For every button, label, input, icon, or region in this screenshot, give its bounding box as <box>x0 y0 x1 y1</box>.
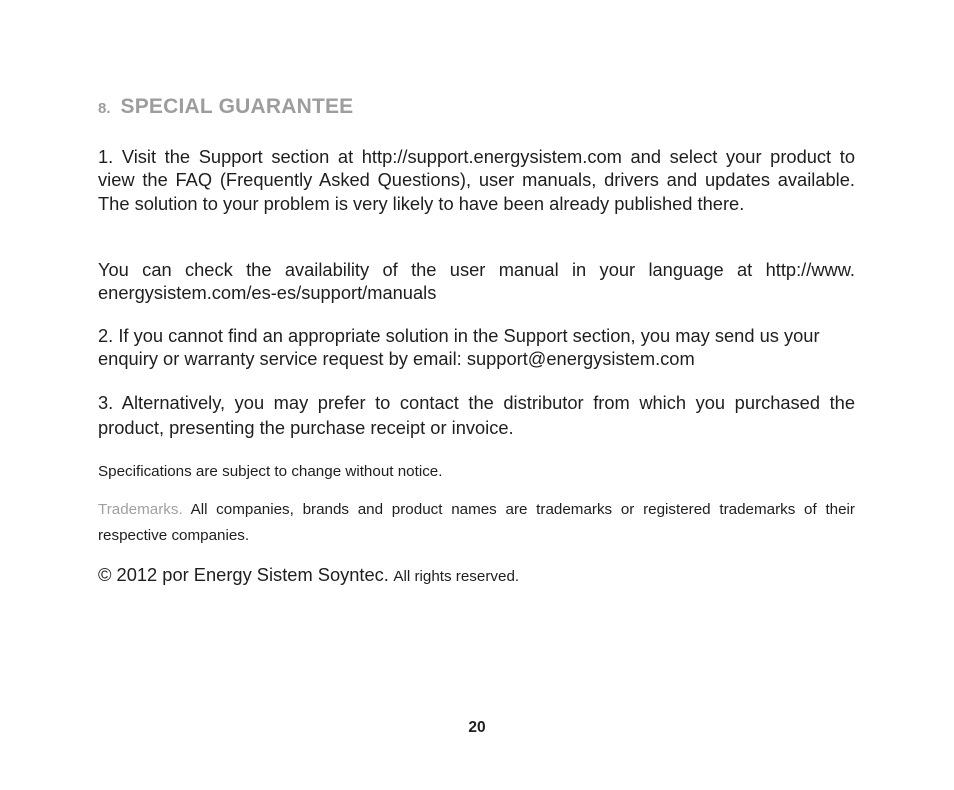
section-number: 8. <box>98 100 111 117</box>
copyright-rest: All rights reserved. <box>393 568 520 585</box>
trademarks-text: All companies, brands and product names are trademarks or registered trademarks of their respective companies. <box>98 501 855 544</box>
paragraph-support-visit: 1. Visit the Support section at http://support.energysistem.com and select your product to view the FAQ (Frequently Asked Questions), user manuals, drivers and updates available. The solution to your problem is very likely to have been already published there. <box>98 146 855 214</box>
specifications-note: Specifications are subject to change without notice. <box>98 463 443 480</box>
paragraph-email-support: 2. If you cannot find an appropriate solution in the Support section, you may send us your enquiry or warranty service request by email: support@energysistem.com <box>98 325 820 370</box>
page-number: 20 <box>468 719 486 736</box>
section-heading <box>98 95 353 119</box>
paragraph-manual-availability: You can check the availability of the user manual in your language at http://www. energysistem.com/es-es/support/manuals <box>98 259 855 304</box>
section-title: SPECIAL GUARANTEE <box>120 95 354 118</box>
trademarks-label: Trademarks. <box>98 501 183 518</box>
copyright-main: © 2012 por Energy Sistem Soyntec. <box>98 564 389 585</box>
copyright-notice <box>98 564 519 586</box>
trademarks-notice <box>98 497 855 549</box>
paragraph-distributor: 3. Alternatively, you may prefer to contact the distributor from which you purchased the product, presenting the purchase receipt or invoice. <box>98 392 855 438</box>
